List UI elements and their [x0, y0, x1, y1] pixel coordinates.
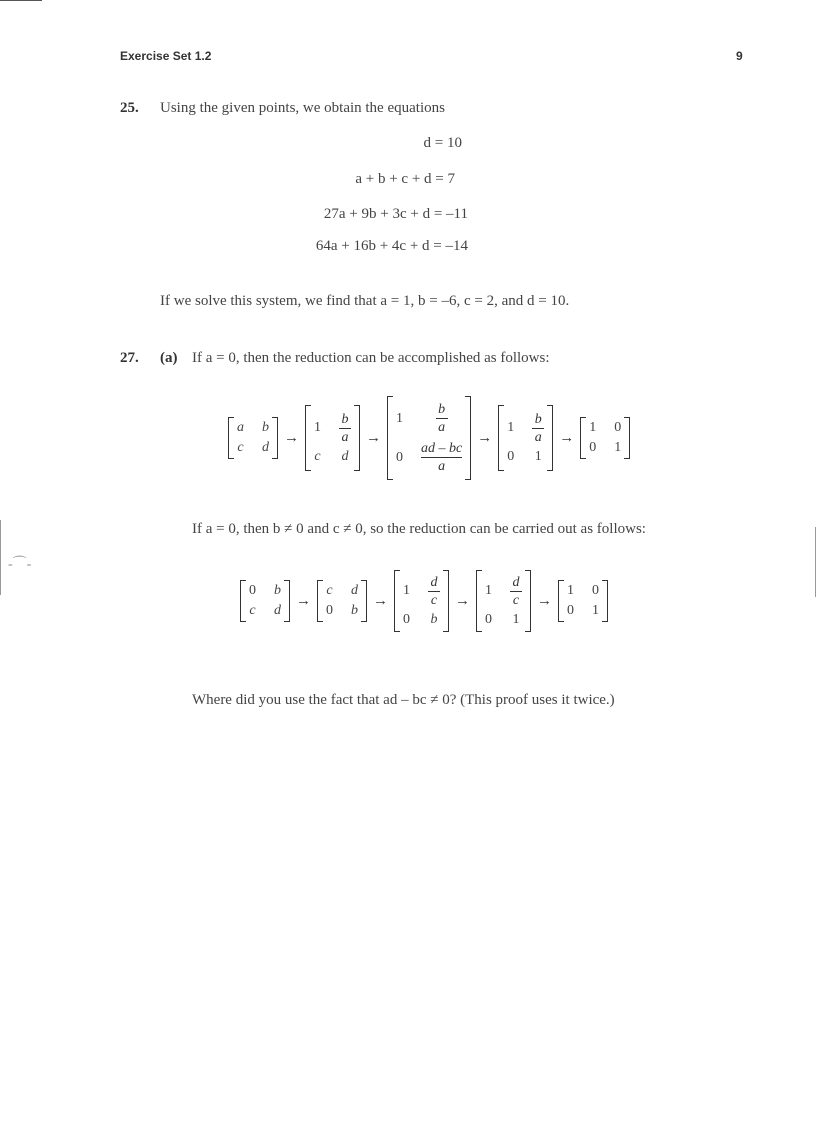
arrow: → [373, 592, 388, 609]
arrow: → [366, 429, 381, 446]
exercise-27-number: 27. [120, 350, 139, 366]
equation-1: d = 10 [423, 135, 462, 151]
matrix-6: 0 b c d [240, 580, 290, 622]
page-number: 9 [736, 49, 743, 63]
reduction-row-1 [226, 396, 632, 480]
part-a-label: (a) [160, 350, 178, 366]
arrow: → [296, 592, 311, 609]
exercise-25-conclusion: If we solve this system, we find that a = 1, b = –6, c = 2, and d = 10. [160, 293, 570, 309]
equation-3: 27a + 9b + 3c + d = –11 [323, 206, 468, 222]
equation-2: a + b + c + d = 7 [355, 171, 455, 187]
matrix-3: 1 $\frac{b}{a}$ 0 $\frac{ad - bc}{a}$ [387, 396, 471, 480]
matrix-1: a b c d [228, 417, 278, 459]
matrix-2: 1 $\frac{b}{a}$ c d [305, 405, 360, 471]
question-text: Where did you use the fact that ad – bc ≠ 0? (This proof uses it twice.) [192, 692, 615, 708]
top-rule [0, 0, 42, 1]
arrow: → [537, 592, 552, 609]
exercise-25-intro: Using the given points, we obtain the equations [160, 100, 445, 116]
margin-registration-mark: -⌒- [8, 557, 32, 572]
arrow: → [284, 429, 299, 446]
matrix-7: c d 0 b [317, 580, 367, 622]
equation-4: 64a + 16b + 4c + d = –14 [315, 238, 468, 254]
margin-rule-left [0, 520, 1, 595]
matrix-10: 1 0 0 1 [558, 580, 608, 622]
matrix-5: 1 0 0 1 [580, 417, 630, 459]
part-a-text: If a = 0, then the reduction can be accomplished as follows: [192, 350, 550, 366]
matrix-9: 1 $\frac{d}{c}$ 0 1 [476, 570, 531, 632]
exercise-25-number: 25. [120, 100, 139, 116]
matrix-8: 1 $\frac{d}{c}$ 0 b [394, 570, 449, 632]
section-title: Exercise Set 1.2 [120, 49, 212, 63]
case-2-text: If a = 0, then b ≠ 0 and c ≠ 0, so the reduction can be carried out as follows: [192, 521, 646, 537]
reduction-row-2 [238, 570, 610, 632]
arrow: → [455, 592, 470, 609]
arrow: → [477, 429, 493, 446]
arrow: → [559, 429, 575, 446]
matrix-4: 1 $\frac{b}{a}$ 0 1 [498, 405, 553, 471]
